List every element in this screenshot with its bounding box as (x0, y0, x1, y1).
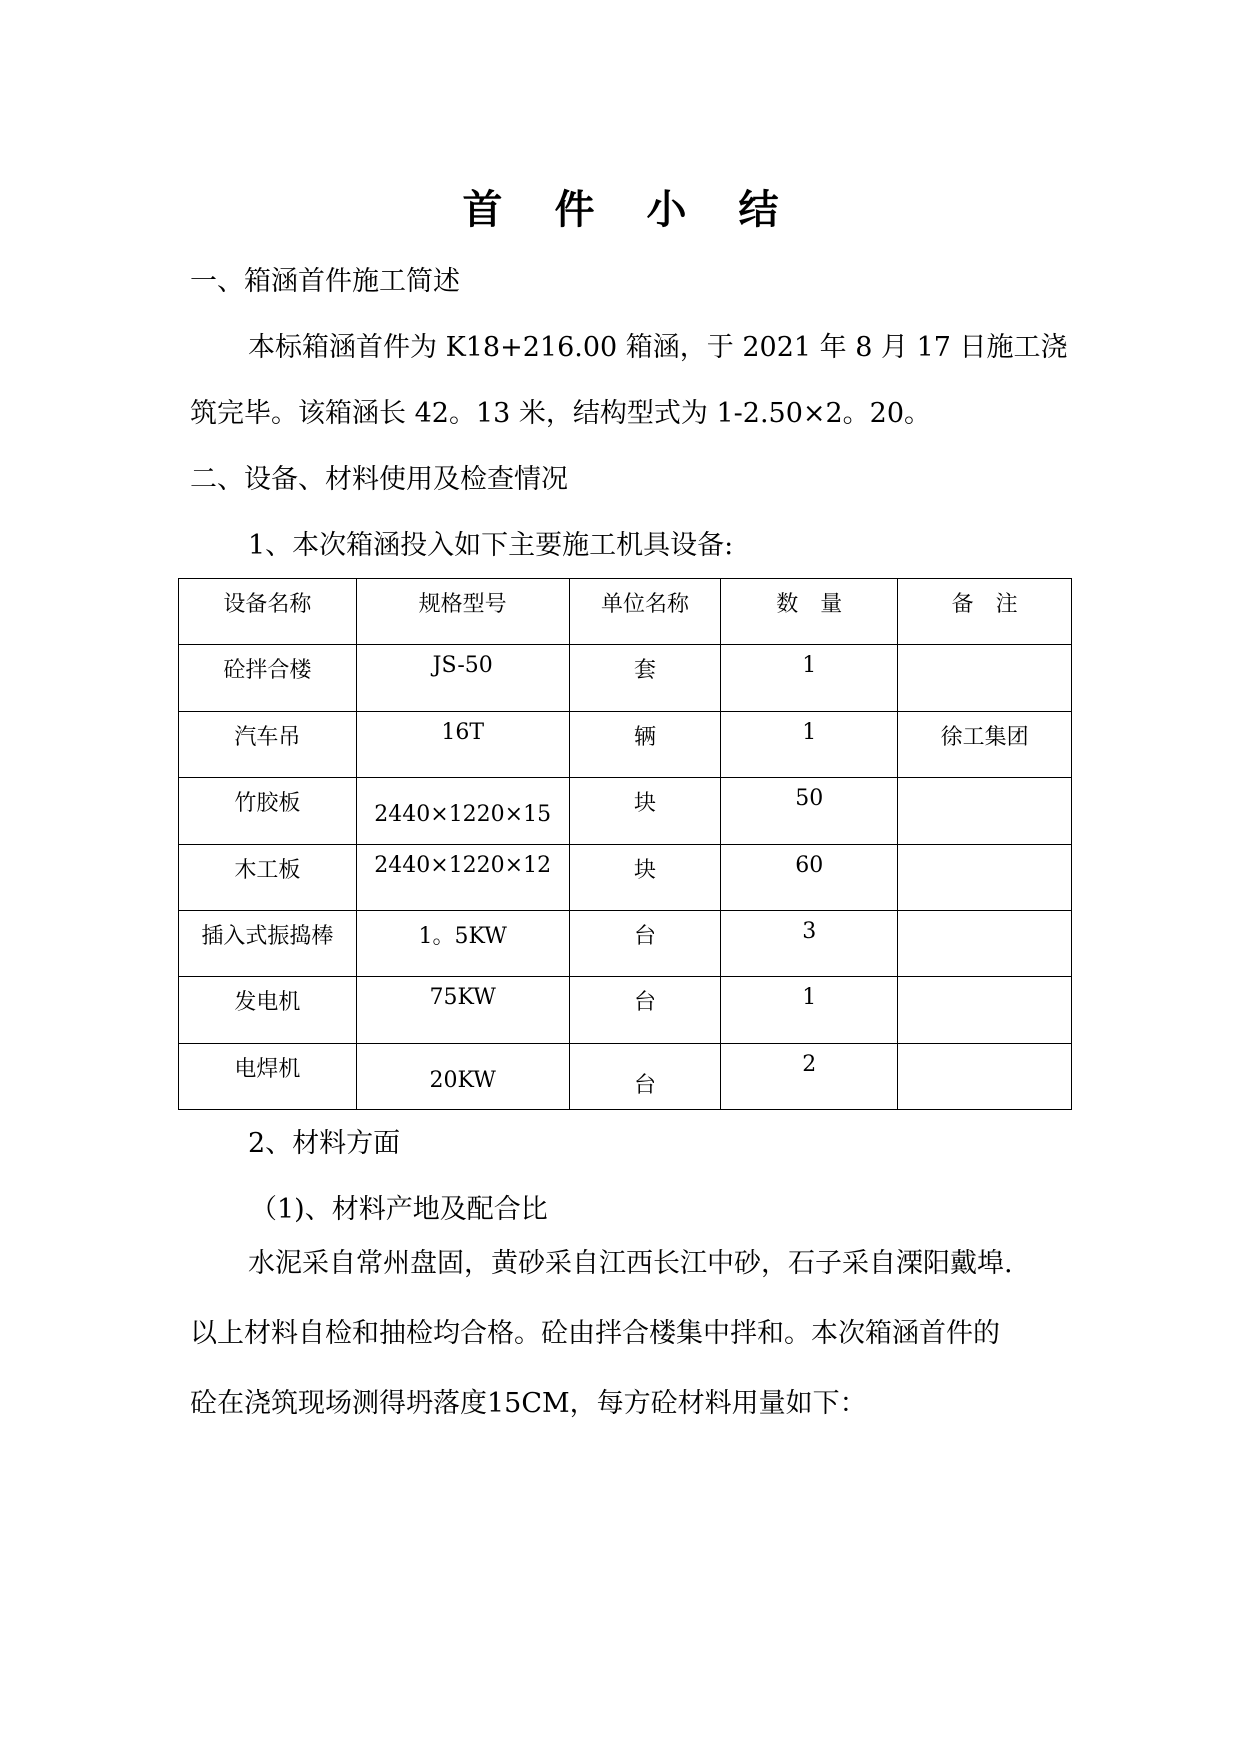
table-cell: 1 (721, 977, 898, 1043)
materials-para-line1: 水泥采自常州盘固，黄砂采自江西长江中砂，石子采自溧阳戴埠. (248, 1248, 1013, 1279)
table-cell-text: 20KW (429, 1067, 496, 1093)
section1-para-line2: 筑完毕。该箱涵长 42。13 米，结构型式为 1-2.50×2。20。 (190, 398, 932, 429)
table-cell (356, 1043, 569, 1109)
table-cell: 1 (721, 711, 898, 777)
title-char: 首 (462, 187, 503, 233)
table-cell (569, 1043, 721, 1109)
table-header-cell: 规格型号 (356, 579, 569, 645)
table-cell: 16T (356, 711, 569, 777)
table-cell (898, 910, 1072, 976)
table-cell: 块 (569, 778, 721, 844)
table-cell: JS-50 (356, 645, 569, 711)
equipment-table (178, 578, 1072, 1110)
table-header-row (179, 579, 1072, 645)
table-cell: 竹胶板 (179, 778, 357, 844)
materials-origin-heading: （1)、材料产地及配合比 (250, 1194, 548, 1225)
page-title (0, 178, 1241, 235)
table-cell: 辆 (569, 711, 721, 777)
table-cell (898, 977, 1072, 1043)
table-row (179, 844, 1072, 910)
table-row (179, 778, 1072, 844)
table-cell: 木工板 (179, 844, 357, 910)
materials-para-line3: 砼在浇筑现场测得坍落度15CM，每方砼材料用量如下： (190, 1388, 867, 1419)
table-header-cell: 设备名称 (179, 579, 357, 645)
table-header-cell: 单位名称 (569, 579, 721, 645)
table-header-cell: 数 量 (721, 579, 898, 645)
table-cell: 60 (721, 844, 898, 910)
section1-heading: 一、箱涵首件施工简述 (190, 266, 460, 297)
table-cell: 台 (569, 910, 721, 976)
table-row (179, 910, 1072, 976)
table-cell (898, 645, 1072, 711)
table-cell: 1 (721, 645, 898, 711)
table-cell (898, 778, 1072, 844)
table-cell: 砼拌合楼 (179, 645, 357, 711)
table-cell: 3 (721, 910, 898, 976)
table-cell: 徐工集团 (898, 711, 1072, 777)
section2-heading: 二、设备、材料使用及检查情况 (190, 464, 568, 495)
table-cell: 2440×1220×12 (356, 844, 569, 910)
table-cell: 电焊机 (179, 1043, 357, 1109)
table-row (179, 977, 1072, 1043)
table-cell: 插入式振捣棒 (179, 910, 357, 976)
title-char: 小 (646, 187, 687, 233)
materials-para-line2: 以上材料自检和抽检均合格。砼由拌合楼集中拌和。本次箱涵首件的 (190, 1318, 1000, 1349)
table-cell: 台 (569, 977, 721, 1043)
table-header-cell: 备 注 (898, 579, 1072, 645)
table-cell: 1。5KW (356, 910, 569, 976)
table-cell: 发电机 (179, 977, 357, 1043)
table-cell: 汽车吊 (179, 711, 357, 777)
table-cell-text: 2440×1220×15 (374, 802, 552, 828)
table-row (179, 645, 1072, 711)
table-cell: 50 (721, 778, 898, 844)
table-row (179, 1043, 1072, 1109)
table-cell (898, 844, 1072, 910)
table-cell: 2 (721, 1043, 898, 1109)
table-cell (356, 778, 569, 844)
materials-subheading: 2、材料方面 (248, 1128, 401, 1159)
table-cell (898, 1043, 1072, 1109)
title-char: 结 (738, 187, 779, 233)
table-cell: 套 (569, 645, 721, 711)
section1-para-line1: 本标箱涵首件为 K18+216.00 箱涵，于 2021 年 8 月 17 日施工浇 (248, 332, 1068, 363)
table-cell: 75KW (356, 977, 569, 1043)
table-cell: 块 (569, 844, 721, 910)
table-row (179, 711, 1072, 777)
equipment-subheading: 1、本次箱涵投入如下主要施工机具设备: (248, 530, 734, 561)
title-char: 件 (554, 187, 595, 233)
table-cell-text: 台 (634, 1072, 657, 1098)
